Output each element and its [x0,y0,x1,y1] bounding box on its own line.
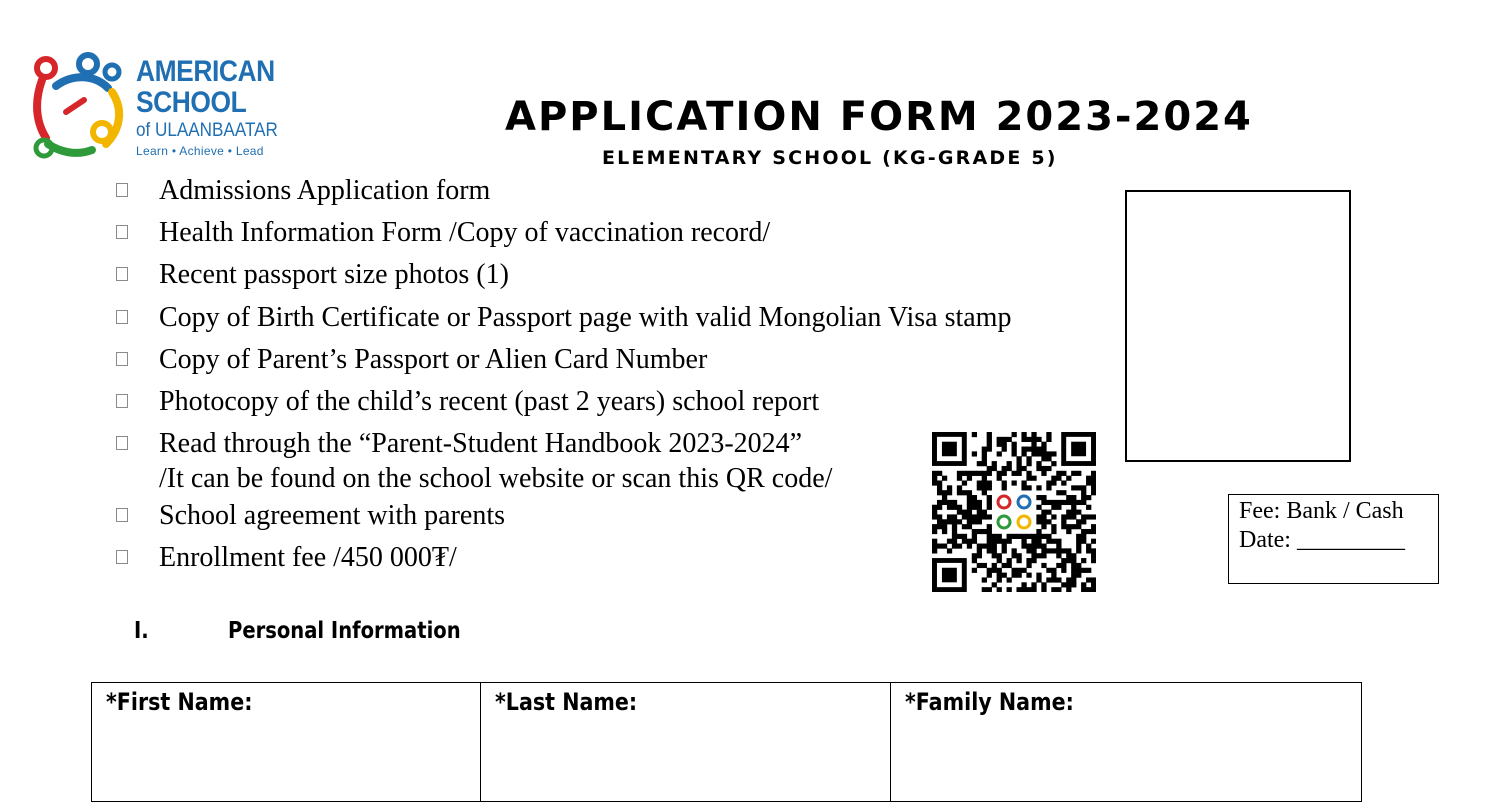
checklist-item-label: Copy of Birth Certificate or Passport page with valid Mongolian Visa stamp [159,302,1012,333]
checkbox[interactable] [116,352,128,366]
checkbox[interactable] [116,436,128,450]
family-name-label: *Family Name: [905,688,1074,716]
checkbox[interactable] [116,225,128,239]
checklist-item-label: Copy of Parent’s Passport or Alien Card Number [159,344,708,375]
school-logo-mark-icon [32,52,128,160]
section-number: I. [134,618,149,644]
checkbox[interactable] [116,394,128,408]
checkbox[interactable] [116,508,128,522]
fee-box [1228,494,1439,584]
school-logo [32,52,302,162]
fee-date: Date: _________ [1239,527,1405,553]
checkbox[interactable] [116,310,128,324]
family-name-field[interactable] [890,683,1361,801]
fee-payment-method: Fee: Bank / Cash [1239,498,1404,524]
checklist-item-label: Photocopy of the child’s recent (past 2 years) school report [159,386,820,417]
logo-line-location: of ULAANBAATAR [136,120,278,141]
photo-placeholder [1125,190,1351,462]
handbook-qr-code[interactable] [932,432,1096,592]
logo-line-american: AMERICAN [136,55,275,88]
checklist-item-label: Recent passport size photos (1) [159,259,509,290]
checklist-item-label: Read through the “Parent-Student Handbook 2023-2024” [159,428,803,459]
checkbox[interactable] [116,183,128,197]
checklist-item-label: School agreement with parents [159,500,506,531]
checklist-item-label: Health Information Form /Copy of vaccination record/ [159,217,771,248]
school-logo-wordmark [136,56,294,158]
qr-center-logo-icon [994,492,1034,532]
checklist-item-note: /It can be found on the school website or scan this QR code/ [159,463,833,494]
logo-line-school: SCHOOL [136,86,247,119]
first-name-field[interactable] [92,683,480,801]
checkbox[interactable] [116,550,128,564]
section-title: Personal Information [228,618,461,644]
name-table [91,682,1362,802]
last-name-label: *Last Name: [495,688,638,716]
checklist-item-label: Admissions Application form [159,175,491,206]
logo-tagline: Learn • Achieve • Lead [136,144,264,158]
checklist-item-label: Enrollment fee /450 000₮/ [159,542,457,573]
checkbox[interactable] [116,267,128,281]
last-name-field[interactable] [480,683,890,801]
page-title: APPLICATION FORM 2023-2024 [505,94,1253,140]
page-subtitle: ELEMENTARY SCHOOL (KG-GRADE 5) [602,147,1058,169]
first-name-label: *First Name: [106,688,253,716]
